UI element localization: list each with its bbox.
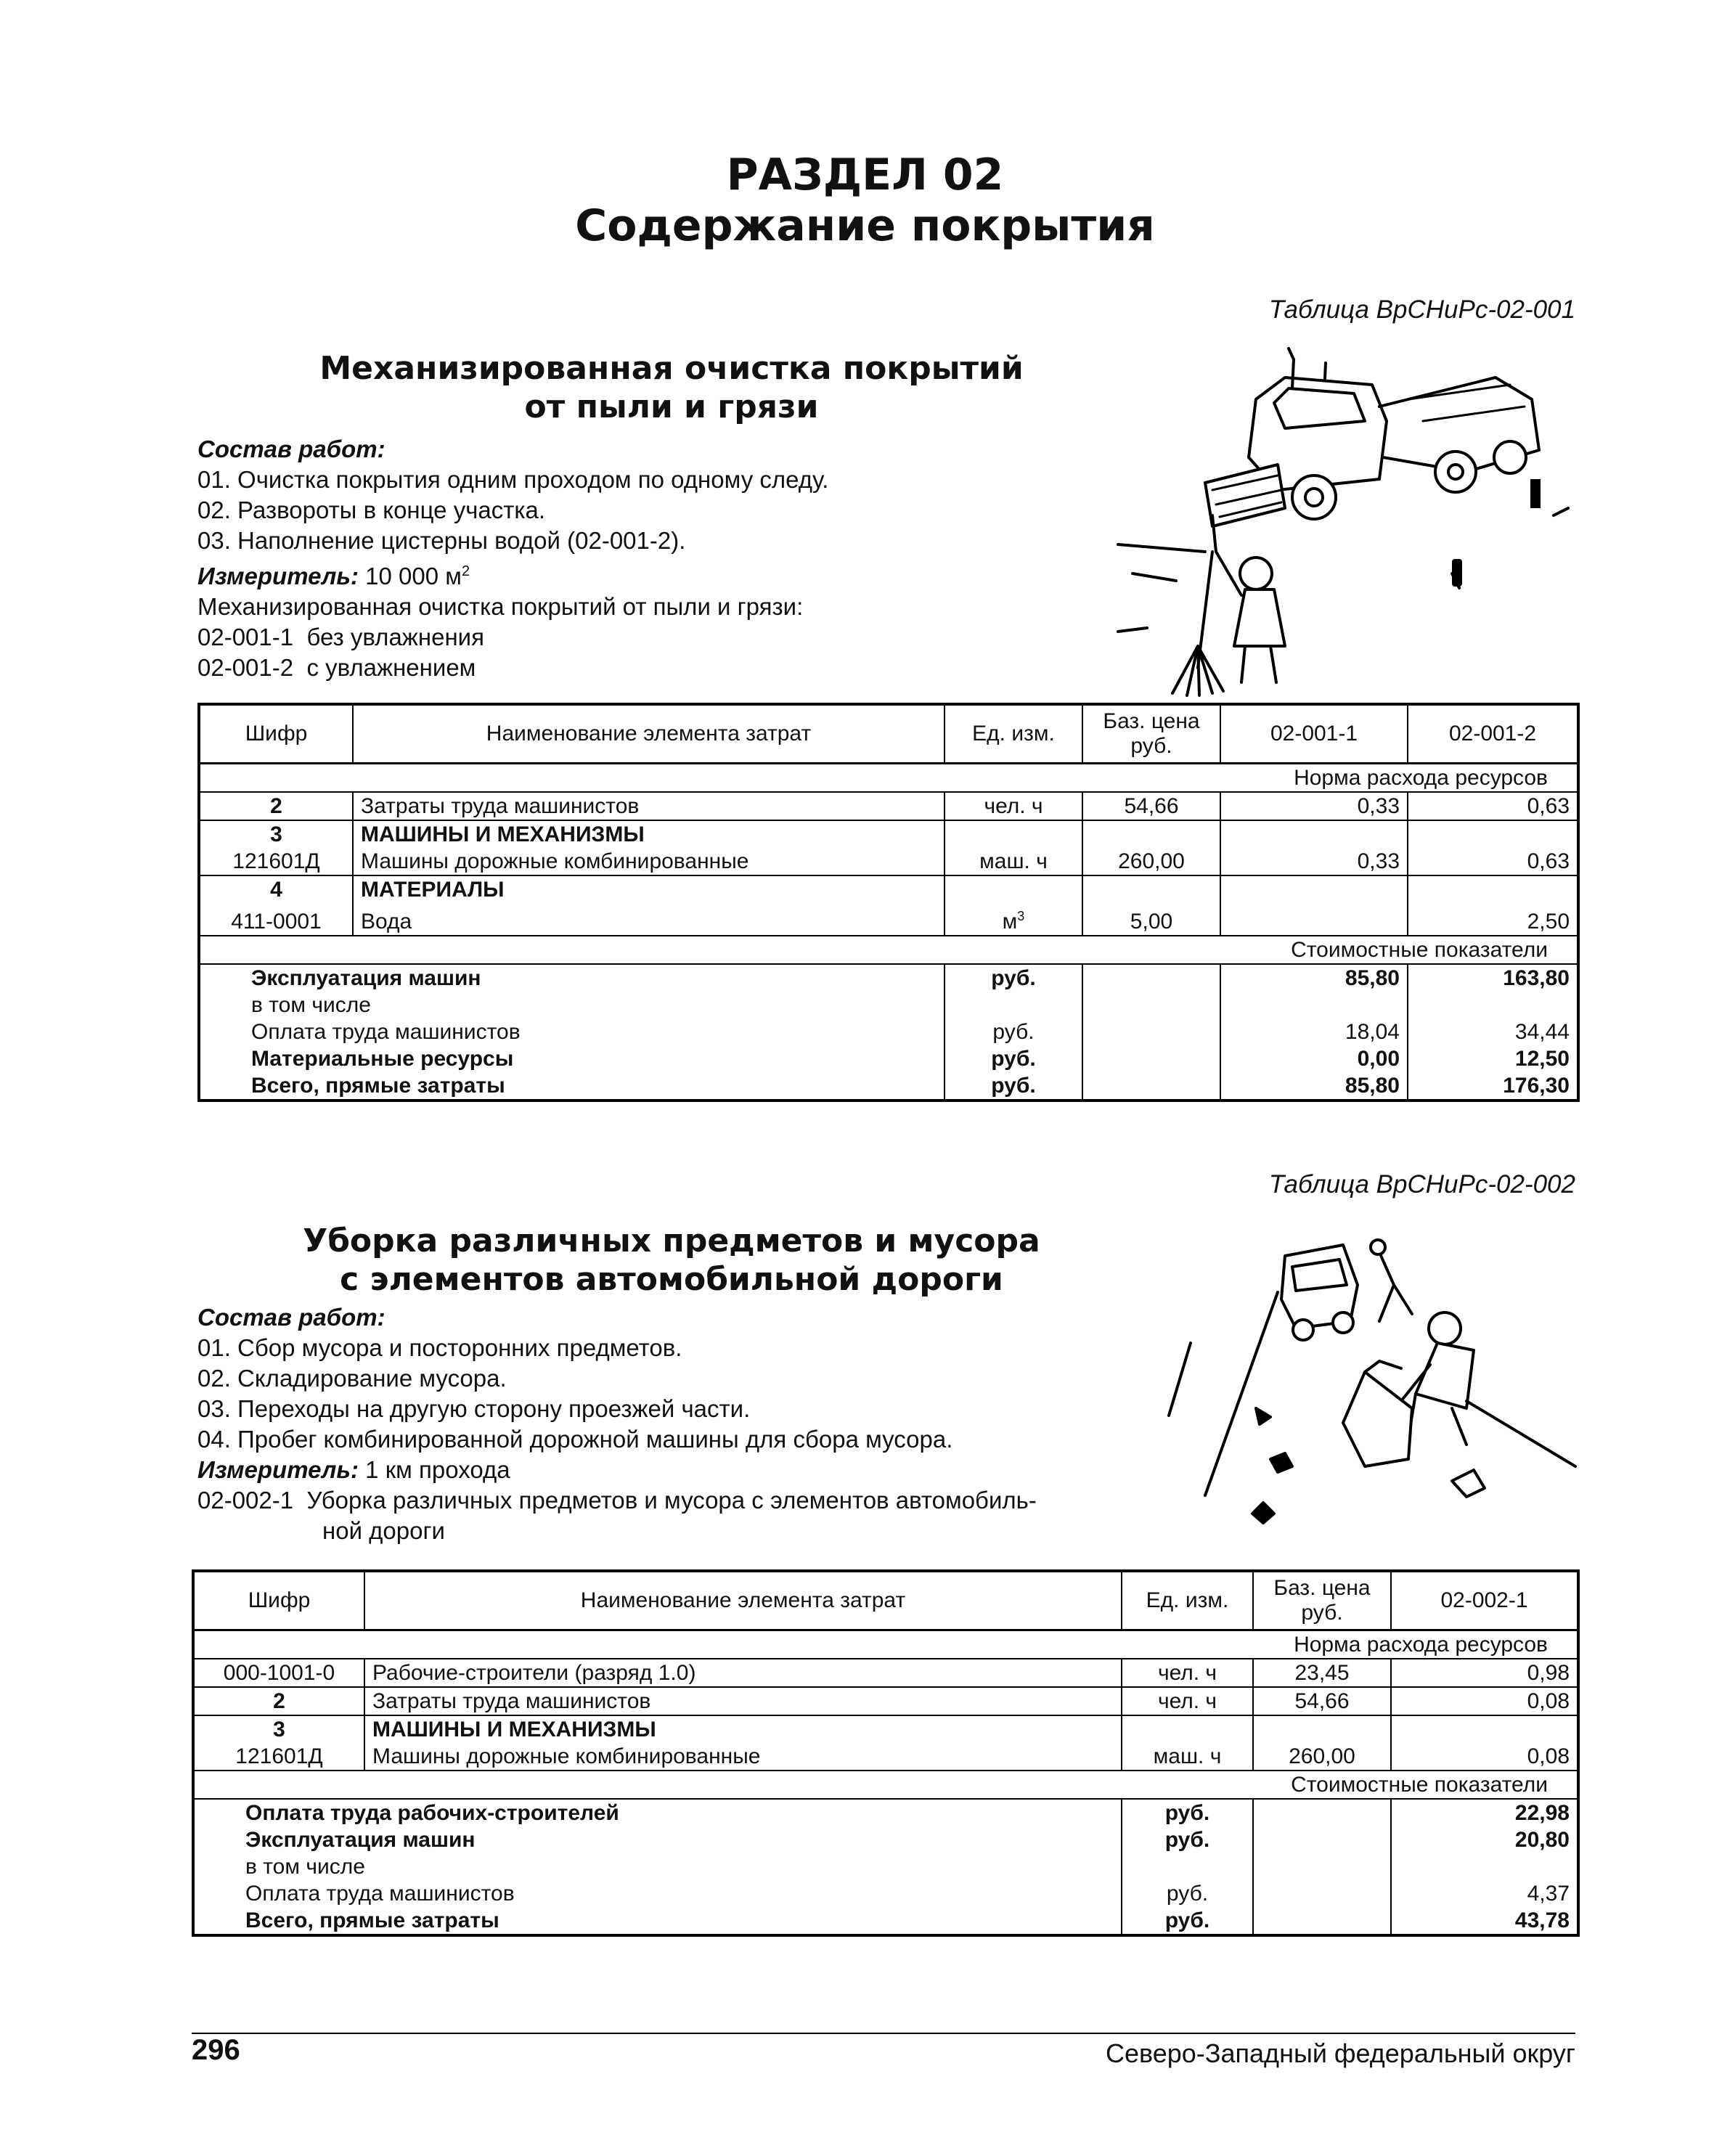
section-subtitle: Содержание покрытия — [575, 200, 1155, 251]
column-header-code: Шифр — [193, 1571, 364, 1630]
cell-code: 2 — [193, 1687, 364, 1715]
table2-measure-label: Измеритель: — [197, 1456, 359, 1483]
cost-unit: руб. — [944, 1018, 1082, 1045]
cell-code: 121601Д — [193, 1743, 364, 1771]
cell-unit: чел. ч — [1122, 1659, 1253, 1687]
cost-value: 0,00 — [1220, 1045, 1408, 1072]
page-number: 296 — [192, 2034, 240, 2066]
table2-work-item: 02. Складирование мусора. — [197, 1365, 507, 1392]
cost-value: 4,37 — [1391, 1880, 1578, 1907]
table2-work-item: 03. Переходы на другую сторону проезжей части. — [197, 1395, 751, 1422]
cell-code: 2 — [199, 792, 353, 820]
table2-measure — [197, 1455, 1037, 1485]
table1-description: Механизированная очистка покрытий от пыли и грязи: — [197, 593, 804, 620]
cell-value: 0,63 — [1408, 792, 1578, 820]
cost-row — [193, 1880, 1578, 1907]
cost-name: Эксплуатация машин — [199, 964, 944, 992]
table1-variant-code: 02-001-2 — [197, 654, 294, 681]
norm-band-row — [193, 1630, 1578, 1659]
column-header-variant: 02-001-2 — [1408, 704, 1578, 764]
footer-region: Северо-Западный федеральный округ — [1105, 2038, 1575, 2068]
column-header-price: Баз. цена руб. — [1082, 704, 1220, 764]
cost-band-row — [193, 1771, 1578, 1799]
cost-row — [199, 992, 1578, 1018]
column-header-unit: Ед. изм. — [1122, 1571, 1253, 1630]
cost-value: 85,80 — [1220, 964, 1408, 992]
cost-value: 22,98 — [1391, 1799, 1578, 1826]
cell-value: 0,08 — [1391, 1743, 1578, 1771]
trash-collection-illustration — [1162, 1227, 1583, 1532]
column-header-code: Шифр — [199, 704, 353, 764]
cost-unit: руб. — [944, 1072, 1082, 1101]
cell-price: 23,45 — [1253, 1659, 1391, 1687]
cell-value: 2,50 — [1408, 903, 1578, 936]
table1-variant — [197, 622, 828, 653]
cost-name: Материальные ресурсы — [199, 1045, 944, 1072]
cell-value: 0,63 — [1408, 848, 1578, 875]
table1-heading-line2: от пыли и грязи — [524, 388, 819, 425]
column-header-variant: 02-002-1 — [1391, 1571, 1578, 1630]
cell-code: 000-1001-0 — [193, 1659, 364, 1687]
cell-unit-sup: 3 — [1017, 909, 1025, 923]
cost-unit: руб. — [1122, 1799, 1253, 1826]
table2-variant — [197, 1485, 1037, 1516]
cost-band-label: Стоимостные показатели — [199, 936, 1578, 964]
cost-unit: руб. — [1122, 1880, 1253, 1907]
cell-code: 3 — [199, 820, 353, 848]
column-header-name: Наименование элемента затрат — [364, 1571, 1122, 1630]
table1-heading-line1: Механизированная очистка покрытий — [319, 350, 1024, 387]
table2-heading-line2: с элементов автомобильной дороги — [340, 1261, 1003, 1298]
table1-variant-text: без увлажнения — [306, 624, 484, 650]
table1-measure-sup: 2 — [461, 563, 470, 579]
table1-measure-label: Измеритель: — [197, 563, 359, 589]
cell-code: 4 — [199, 875, 353, 903]
cell-unit — [944, 903, 1082, 936]
table1-work-label: Состав работ: — [197, 436, 385, 462]
cell-name: МАШИНЫ И МЕХАНИЗМЫ — [364, 1715, 1122, 1743]
cell-code: 411-0001 — [199, 903, 353, 936]
norm-band-label: Норма расхода ресурсов — [199, 764, 1578, 793]
table1-variant-text: с увлажнением — [306, 654, 476, 681]
cost-name: Оплата труда машинистов — [199, 1018, 944, 1045]
cell-code: 3 — [193, 1715, 364, 1743]
column-header-variant: 02-001-1 — [1220, 704, 1408, 764]
cell-value: 0,98 — [1391, 1659, 1578, 1687]
norm-band-label: Норма расхода ресурсов — [193, 1630, 1578, 1659]
table2-variant-text: Уборка различных предметов и мусора с элементов автомобиль- — [306, 1487, 1037, 1514]
column-header-unit: Ед. изм. — [944, 704, 1082, 764]
cell-name: Затраты труда машинистов — [353, 792, 944, 820]
column-header-price: Баз. цена руб. — [1253, 1571, 1391, 1630]
table1-description-block — [197, 434, 828, 683]
cell-name: Машины дорожные комбинированные — [364, 1743, 1122, 1771]
table2-variant-continuation: ной дороги — [322, 1517, 445, 1544]
table1-work-item: 03. Наполнение цистерны водой (02-001-2). — [197, 527, 686, 554]
cost-name: в том числе — [199, 992, 944, 1018]
cell-name: Рабочие-строители (разряд 1.0) — [364, 1659, 1122, 1687]
cell-name: МАТЕРИАЛЫ — [353, 875, 944, 903]
table2-work-label: Состав работ: — [197, 1304, 385, 1331]
cost-name: Эксплуатация машин — [193, 1826, 1122, 1853]
cost-name: Оплата труда машинистов — [193, 1880, 1122, 1907]
cost-unit: руб. — [1122, 1907, 1253, 1935]
cell-value: 0,33 — [1220, 848, 1408, 875]
cell-value: 0,33 — [1220, 792, 1408, 820]
cell-name: МАШИНЫ И МЕХАНИЗМЫ — [353, 820, 944, 848]
cell-price: 54,66 — [1253, 1687, 1391, 1715]
cost-name: в том числе — [193, 1853, 1122, 1880]
table2-heading — [254, 1222, 1089, 1299]
cost-row — [199, 1072, 1578, 1101]
cost-row — [193, 1907, 1578, 1935]
table-row — [199, 820, 1578, 848]
cost-name: Всего, прямые затраты — [199, 1072, 944, 1101]
table2-work-item: 01. Сбор мусора и посторонних предметов. — [197, 1334, 682, 1361]
cost-row — [199, 1018, 1578, 1045]
table2-description-block — [197, 1302, 1037, 1546]
table-row — [199, 903, 1578, 936]
table1-measure — [197, 556, 828, 592]
cost-unit: руб. — [1122, 1826, 1253, 1853]
cost-value: 20,80 — [1391, 1826, 1578, 1853]
cell-price: 54,66 — [1082, 792, 1220, 820]
cell-name: Затраты труда машинистов — [364, 1687, 1122, 1715]
cell-price: 260,00 — [1253, 1743, 1391, 1771]
table2-variant-code: 02-002-1 — [197, 1487, 294, 1514]
table-header-row — [193, 1571, 1578, 1630]
table1-resource-table — [197, 703, 1580, 1102]
table1-variant — [197, 653, 828, 683]
table2-code: Таблица ВрСНиРс-02-002 — [1268, 1170, 1575, 1199]
cost-value: 85,80 — [1220, 1072, 1408, 1101]
table-row — [193, 1715, 1578, 1743]
cost-value: 163,80 — [1408, 964, 1578, 992]
cost-row — [193, 1799, 1578, 1826]
cell-name: Вода — [353, 903, 944, 936]
cost-value: 176,30 — [1408, 1072, 1578, 1101]
cell-unit: маш. ч — [944, 848, 1082, 875]
norm-band-row — [199, 764, 1578, 793]
cell-value: 0,08 — [1391, 1687, 1578, 1715]
table1-measure-value: 10 000 м — [365, 563, 462, 589]
table1-heading — [254, 349, 1089, 426]
cost-band-row — [199, 936, 1578, 964]
cost-value: 43,78 — [1391, 1907, 1578, 1935]
table-row — [193, 1687, 1578, 1715]
cell-name: Машины дорожные комбинированные — [353, 848, 944, 875]
cost-name: Всего, прямые затраты — [193, 1907, 1122, 1935]
cost-unit: руб. — [944, 964, 1082, 992]
cell-unit: чел. ч — [944, 792, 1082, 820]
table2-work-item: 04. Пробег комбинированной дорожной машины для сбора мусора. — [197, 1426, 953, 1453]
cell-unit: чел. ч — [1122, 1687, 1253, 1715]
footer-divider — [192, 2033, 1575, 2034]
cost-row — [199, 1045, 1578, 1072]
cell-unit-text: м — [1002, 910, 1018, 934]
table2-resource-table — [192, 1569, 1580, 1937]
street-sweeper-illustration — [1103, 334, 1575, 697]
cost-row — [193, 1853, 1578, 1880]
table1-work-item: 01. Очистка покрытия одним проходом по одному следу. — [197, 466, 829, 493]
cost-name: Оплата труда рабочих-строителей — [193, 1799, 1122, 1826]
table1-code: Таблица ВрСНиРс-02-001 — [1268, 295, 1575, 324]
table-header-row — [199, 704, 1578, 764]
table-row — [193, 1659, 1578, 1687]
cost-value: 12,50 — [1408, 1045, 1578, 1072]
cost-row — [193, 1826, 1578, 1853]
table1-work-item: 02. Развороты в конце участка. — [197, 497, 546, 523]
table-row — [199, 875, 1578, 903]
cost-value: 18,04 — [1220, 1018, 1408, 1045]
cost-row — [199, 964, 1578, 992]
section-title: РАЗДЕЛ 02 — [726, 150, 1004, 200]
table-row — [193, 1743, 1578, 1771]
cell-price: 260,00 — [1082, 848, 1220, 875]
cell-unit: маш. ч — [1122, 1743, 1253, 1771]
column-header-name: Наименование элемента затрат — [353, 704, 944, 764]
cost-band-label: Стоимостные показатели — [193, 1771, 1578, 1799]
table2-measure-value: 1 км прохода — [365, 1456, 510, 1483]
table2-heading-line1: Уборка различных предметов и мусора — [303, 1222, 1040, 1259]
cell-price: 5,00 — [1082, 903, 1220, 936]
table1-variant-code: 02-001-1 — [197, 624, 294, 650]
cost-unit: руб. — [944, 1045, 1082, 1072]
table-row — [199, 792, 1578, 820]
cell-code: 121601Д — [199, 848, 353, 875]
cost-value: 34,44 — [1408, 1018, 1578, 1045]
cell-value — [1220, 903, 1408, 936]
table-row — [199, 848, 1578, 875]
